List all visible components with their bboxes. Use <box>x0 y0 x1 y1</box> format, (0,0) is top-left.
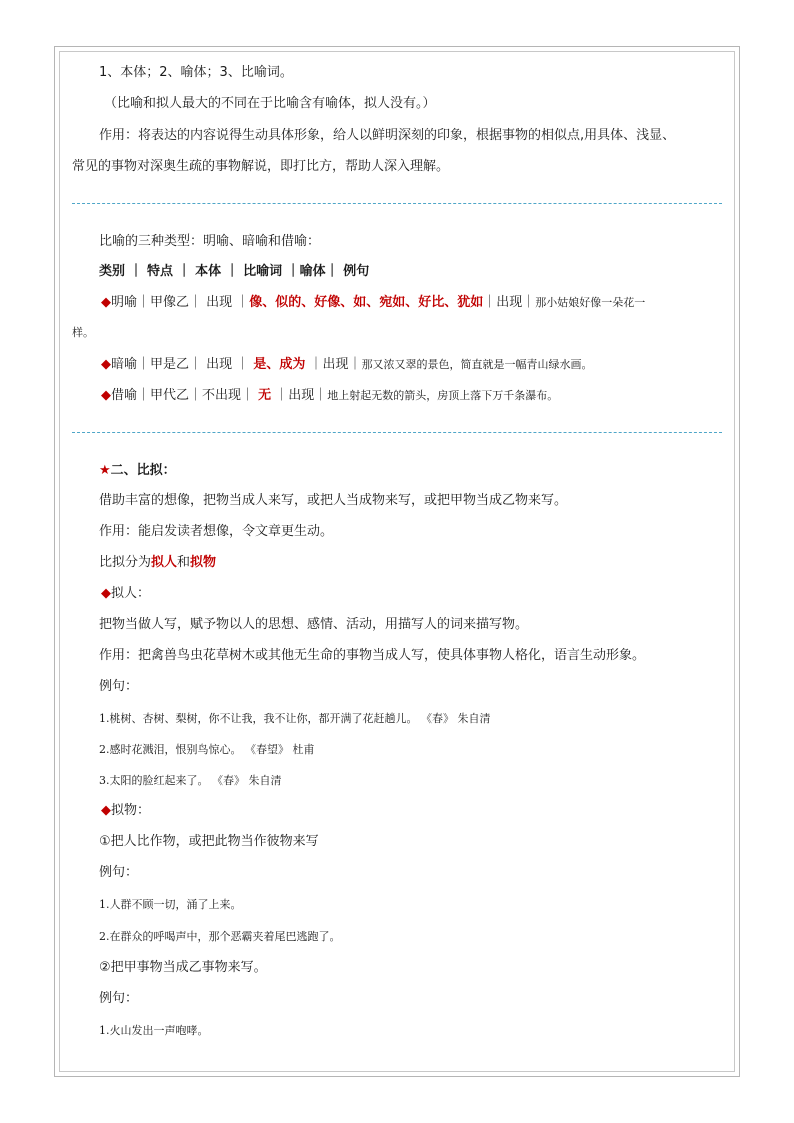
types-intro: 比喻的三种类型：明喻、暗喻和借喻： <box>99 234 321 249</box>
effect-line-2: 常见的事物对深奥生疏的事物解说，即打比方，帮助人深入理解。 <box>72 159 450 174</box>
personification-split <box>99 554 216 572</box>
split-nirén: 拟人 <box>151 555 178 570</box>
an-pre: 暗喻｜甲是乙｜ 出现 ｜ <box>111 357 254 372</box>
section-title-text: 二、比拟： <box>110 463 176 478</box>
niwu-sub2: ②把甲事物当成乙事物来写。 <box>99 960 267 975</box>
nirén-example-2: 2.感时花溅泪，恨别鸟惊心。 《春望》 杜甫 <box>99 743 315 756</box>
an-post: ｜出现｜ <box>305 357 362 372</box>
ming-example: 那小姑娘好像一朵花一 <box>535 296 646 309</box>
split-pre: 比拟分为 <box>99 555 152 570</box>
jie-words: 无 <box>258 388 272 403</box>
niwu-examples-label-2: 例句： <box>99 991 139 1006</box>
nirén-effect: 作用：把禽兽鸟虫花草树木或其他无生命的事物当成人写，使具体事物人格化，语言生动形象。 <box>99 648 646 663</box>
niwu-example-1: 1.人群不顾一切，涌了上来。 <box>99 898 242 911</box>
effect-line-1: 作用：将表达的内容说得生动具体形象，给人以鲜明深刻的印象，根据事物的相似点,用具体、浅显、 <box>99 128 676 143</box>
diamond-bullet-icon: ◆ <box>101 803 111 818</box>
difference-note: （比喻和拟人最大的不同在于比喻含有喻体，拟人没有。） <box>104 96 436 111</box>
jie-pre: 借喻｜甲代乙｜不出现｜ <box>111 388 259 403</box>
star-icon: ★ <box>99 463 111 478</box>
row-an <box>101 356 593 374</box>
an-example: 那又浓又翠的景色，简直就是一幅青山绿水画。 <box>361 358 593 371</box>
row-ming <box>101 294 645 312</box>
section-divider-2 <box>72 432 722 433</box>
ming-post: ｜出现｜ <box>483 295 536 310</box>
section-divider-1 <box>72 203 722 204</box>
niwu-example-3: 1.火山发出一声咆哮。 <box>99 1024 209 1037</box>
niwu-label: 拟物： <box>111 803 151 818</box>
diamond-bullet-icon: ◆ <box>101 357 111 372</box>
split-niwu: 拟物 <box>190 555 217 570</box>
ming-words: 像、似的、好像、如、宛如、好比、犹如 <box>249 295 484 310</box>
nirén-example-3: 3.太阳的脸红起来了。 《春》 朱自清 <box>99 774 282 787</box>
diamond-bullet-icon: ◆ <box>101 586 111 601</box>
jie-example: 地上射起无数的箭头，房顶上落下万千条瀑布。 <box>327 389 559 402</box>
diamond-bullet-icon: ◆ <box>101 388 111 403</box>
niwu-example-2: 2.在群众的呼喝声中，那个恶霸夹着尾巴逃跑了。 <box>99 930 341 943</box>
split-and: 和 <box>177 555 191 570</box>
section-title <box>99 462 176 480</box>
ming-example-cont: 样。 <box>72 326 94 339</box>
an-words: 是、成为 <box>253 357 306 372</box>
niwu-examples-label-1: 例句： <box>99 865 139 880</box>
nirén-examples-label: 例句： <box>99 679 139 694</box>
niwu-sub1: ①把人比作物，或把此物当作彼物来写 <box>99 834 319 849</box>
diamond-bullet-icon: ◆ <box>101 295 111 310</box>
nirén-definition: 把物当做人写，赋予物以人的思想、感情、活动，用描写人的词来描写物。 <box>99 617 529 632</box>
nirén-example-1: 1.桃树、杏树、梨树，你不让我，我不让你，都开满了花赶趟儿。 《春》 朱自清 <box>99 712 491 725</box>
nirén-label: 拟人： <box>111 586 151 601</box>
row-jie <box>101 387 558 405</box>
ming-pre: 明喻｜甲像乙｜ 出现 ｜ <box>111 295 250 310</box>
nirén-heading <box>101 585 150 603</box>
personification-effect: 作用：能启发读者想像，令文章更生动。 <box>99 524 334 539</box>
niwu-heading <box>101 802 150 820</box>
types-table-header: 类别 ｜ 特点 ｜ 本体 ｜ 比喻词 ｜喻体｜ 例句 <box>99 264 370 279</box>
elements-line: 1、本体；2、喻体；3、比喻词。 <box>99 65 293 80</box>
personification-definition: 借助丰富的想像，把物当成人来写，或把人当成物来写，或把甲物当成乙物来写。 <box>99 493 568 508</box>
jie-post: ｜出现｜ <box>271 388 328 403</box>
